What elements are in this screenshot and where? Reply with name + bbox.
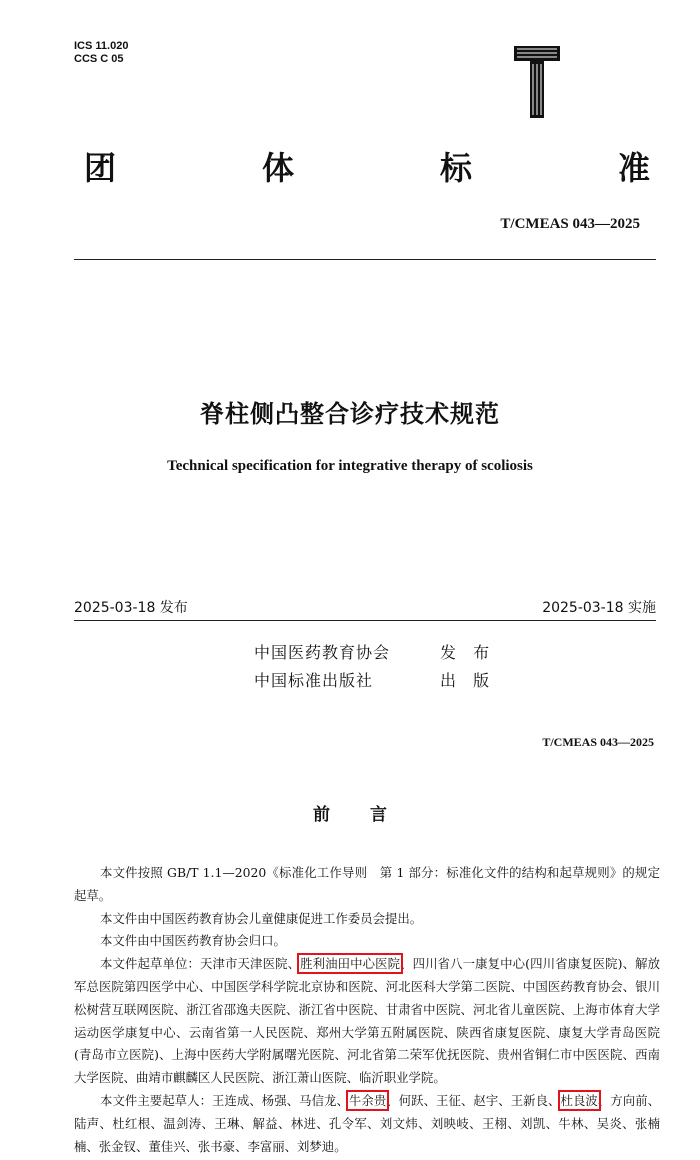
header-divider (74, 259, 656, 260)
implementation-date: 2025-03-18 实施 (542, 600, 656, 616)
publisher-org: 中国标准出版社 (254, 671, 374, 690)
group-title-char-1: 团 (84, 149, 117, 187)
standard-number: T/CMEAS 043—2025 (500, 216, 640, 232)
highlighted-drafter: 牛余贵 (348, 1092, 387, 1108)
publisher-action: 出 版 (440, 671, 496, 690)
group-standard-t-logo (512, 44, 562, 120)
drafters-text: 、方向前、陆声、杜红根、温剑涛、王琳、解益、林进、孔令军、刘文炜、刘映岐、王栩、刘凯、牛林、吴炎、张楠楠、张金钗、董佳兴、张书豪、李富丽、刘梦迪。 (74, 1092, 661, 1154)
group-title-char-4: 准 (617, 149, 650, 187)
highlighted-drafter: 杜良波 (560, 1092, 598, 1108)
publisher-row-1 (254, 640, 495, 663)
drafters-text: 、何跃、王征、赵宇、王新良、 (386, 1092, 561, 1108)
classification-codes (74, 40, 128, 66)
group-title-char-2: 体 (261, 149, 294, 187)
publisher-row-2 (254, 668, 495, 691)
publisher-org: 中国医药教育协会 (254, 643, 391, 662)
paragraph-proposer: 本文件由中国医药教育协会儿童健康促进工作委员会提出。 (100, 910, 423, 926)
foreword-body (74, 862, 660, 1158)
drafting-units-text: 本文件起草单位：天津市天津医院、 (100, 956, 301, 972)
release-date: 2025-03-18 发布 (74, 600, 188, 616)
drafting-units-text: 、四川省八一康复中心(四川省康复医院)、解放军总医院第四医学中心、中国医学科学院北京协和医院、河北医科大学第二医院、中国医药教育协会、银川松树营互联网医院、浙江省邵逸夫医院、浙江省中医院、甘肃省中医院、河北省儿童医院、上海市体育大学运动医学康复中心、云南省第一人民医院、郑州大学第五附属医院、陕西省康复医院、康复大学青岛医院(青岛市立医院)、上海中医药大学附属曙光医院、河北省第二荣军优抚医院、贵州省铜仁市中医医院、西南大学医院、曲靖市麒麟区人民医院、浙江萧山医院、临沂职业学院。 (74, 956, 661, 1086)
paragraph-administrator: 本文件由中国医药教育协会归口。 (100, 933, 286, 949)
foreword-heading: 前言 (313, 805, 427, 825)
group-standard-title (84, 148, 650, 188)
ccs-code: CCS C 05 (74, 53, 124, 65)
paragraph-drafting-rules: 本文件按照 GB/T 1.1—2020《标准化工作导则 第 1 部分：标准化文件的结构和起草规则》的规定起草。 (74, 865, 660, 903)
paragraph-drafting-units (74, 953, 660, 1090)
page-standard-number: T/CMEAS 043—2025 (542, 735, 654, 749)
group-title-char-3: 标 (439, 149, 472, 187)
ics-code: ICS 11.020 (74, 40, 129, 52)
document-title-cn: 脊柱侧凸整合诊疗技术规范 (200, 400, 500, 428)
document-title-en: Technical specification for integrative therapy of scoliosis (167, 458, 533, 474)
paragraph-drafters (74, 1090, 660, 1158)
dates-divider (74, 620, 656, 621)
highlighted-hospital: 胜利油田中心医院 (300, 956, 401, 972)
drafters-text: 本文件主要起草人：王连成、杨强、马信龙、 (100, 1092, 349, 1108)
publisher-action: 发 布 (440, 643, 496, 662)
